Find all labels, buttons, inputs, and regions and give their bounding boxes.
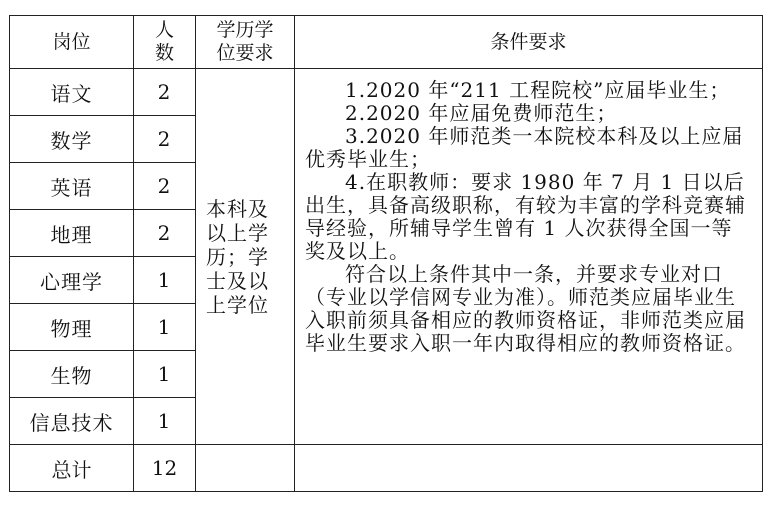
education-cell: 本科及以上学历；学士及以上学位 — [196, 69, 295, 445]
header-education-line1: 学历学 — [216, 19, 274, 41]
position-cell: 心理学 — [10, 257, 134, 304]
conditions-cell — [295, 69, 763, 445]
position-cell: 生物 — [10, 351, 134, 398]
position-cell: 地理 — [10, 210, 134, 257]
count-cell: 1 — [134, 304, 196, 351]
condition-note: 符合以上条件其中一条，并要求专业对口（专业以学信网专业为准）。师范类应届毕业生入职前须具备相应的教师资格证，非师范类应届毕业生要求入职一年内取得相应的教师资格证。 — [305, 262, 746, 355]
header-education-line2: 位要求 — [216, 42, 274, 64]
total-label: 总计 — [10, 445, 134, 492]
total-conditions-empty — [295, 445, 763, 492]
position-cell: 物理 — [10, 304, 134, 351]
header-count — [134, 16, 196, 69]
count-cell: 2 — [134, 116, 196, 163]
count-cell: 1 — [134, 257, 196, 304]
table-header-row — [10, 16, 763, 69]
position-cell: 英语 — [10, 163, 134, 210]
condition-item: 2.2020 年应届免费师范生； — [345, 101, 618, 125]
count-cell: 2 — [134, 69, 196, 116]
table-row — [10, 69, 763, 116]
recruitment-table — [9, 15, 763, 492]
position-cell: 语文 — [10, 69, 134, 116]
total-count: 12 — [134, 445, 196, 492]
condition-item: 4.在职教师：要求 1980 年 7 月 1 日以后出生，具备高级职称，有较为丰富的学科竞赛辅导经验，所辅导学生曾有 1 人次获得全国一等奖及以上。 — [305, 170, 746, 263]
total-row — [10, 445, 763, 492]
count-cell: 2 — [134, 163, 196, 210]
header-count-line1: 人 — [154, 19, 174, 41]
header-education — [196, 16, 295, 69]
header-conditions: 条件要求 — [295, 16, 763, 69]
count-cell: 1 — [134, 351, 196, 398]
condition-item: 1.2020 年“211 工程院校”应届毕业生； — [345, 78, 731, 102]
condition-item: 3.2020 年师范类一本院校本科及以上应届优秀毕业生； — [305, 124, 744, 171]
position-cell: 数学 — [10, 116, 134, 163]
total-education-empty — [196, 445, 295, 492]
header-count-line2: 数 — [154, 42, 174, 64]
count-cell: 1 — [134, 398, 196, 445]
position-cell: 信息技术 — [10, 398, 134, 445]
count-cell: 2 — [134, 210, 196, 257]
header-position: 岗位 — [10, 16, 134, 69]
